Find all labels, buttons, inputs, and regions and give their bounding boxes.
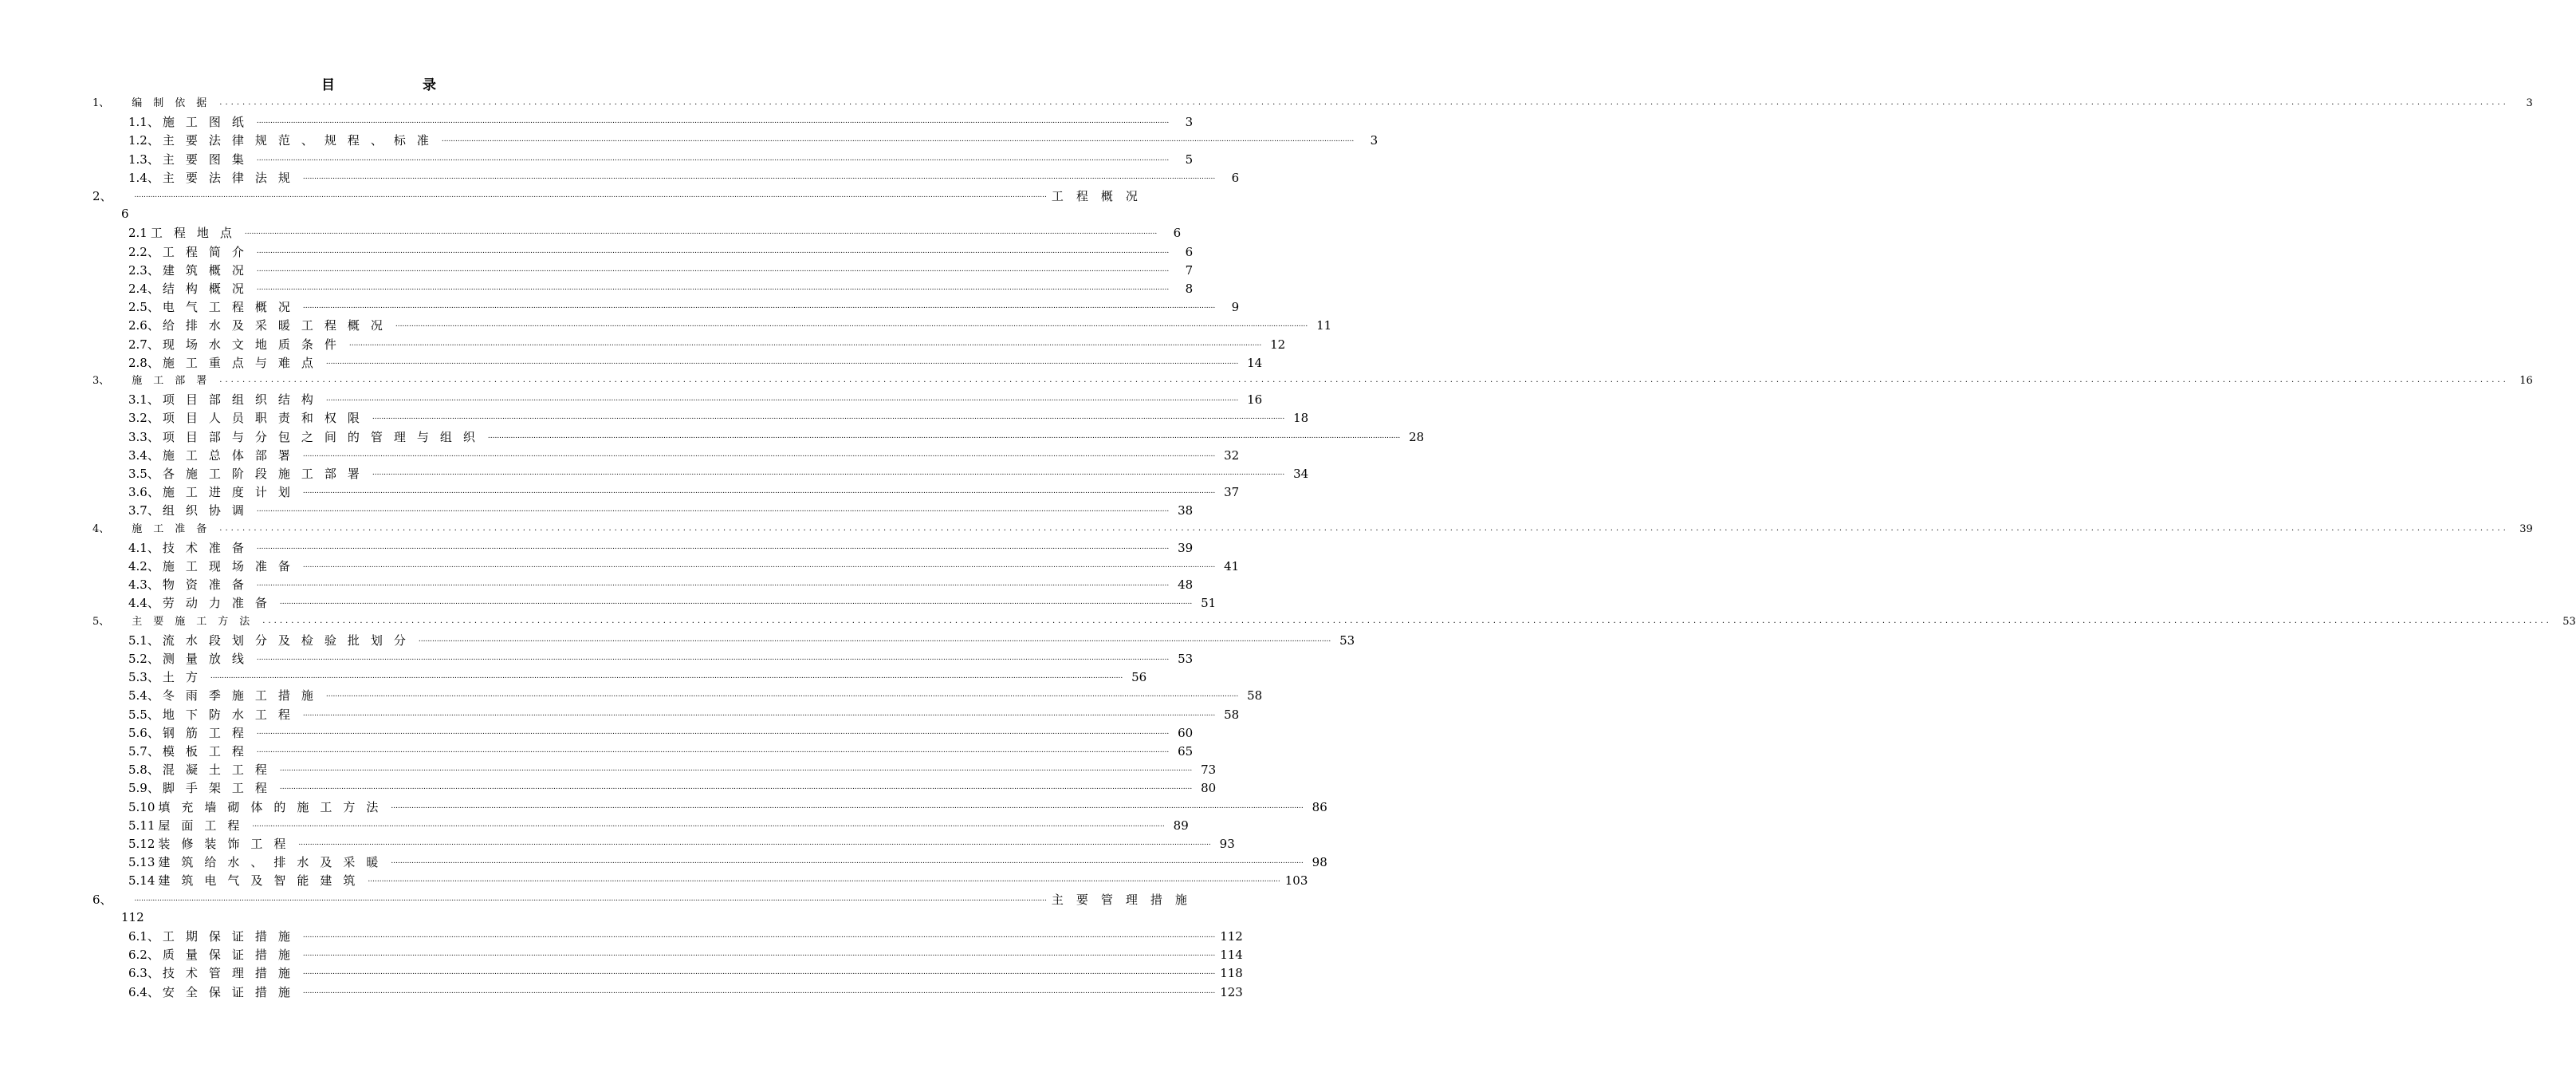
toc-page-number: 39 bbox=[1178, 540, 1194, 555]
toc-number: 6.2、 bbox=[128, 948, 159, 963]
toc-label: 施工现场准备 bbox=[162, 559, 301, 573]
toc-subsection[interactable] bbox=[128, 352, 1263, 370]
toc-page-number: 58 bbox=[1224, 707, 1240, 722]
toc-subsection[interactable] bbox=[128, 111, 1194, 130]
toc-number: 5.11 bbox=[128, 818, 155, 833]
toc-subsection[interactable] bbox=[128, 296, 1240, 315]
dot-leader: ................................................................................................................................................................................................................................................................................................................................................................................................................ bbox=[302, 968, 1216, 977]
toc-subsection[interactable] bbox=[128, 222, 1182, 241]
dot-leader: ................................................................................................................................................................................................................................................................................................................................................................................................................ bbox=[372, 413, 1285, 422]
toc-page-number: 53 bbox=[2562, 615, 2576, 628]
toc-number: 2.7、 bbox=[128, 337, 159, 352]
toc-number: 5.8、 bbox=[128, 763, 159, 778]
toc-number: 2.8、 bbox=[128, 355, 159, 370]
dot-leader: ................................................................................................................................................................................................................................................................................................................................................................................................................ bbox=[325, 395, 1239, 404]
toc-label: 项目部组织结构 bbox=[162, 392, 324, 408]
toc-number: 2、 bbox=[92, 189, 112, 203]
toc-page-number: 53 bbox=[1178, 652, 1194, 666]
toc-label: 安全保证措施 bbox=[162, 984, 301, 999]
dot-leader: ................................................................................................................................................................................................................................................................................................................................................................................................................ bbox=[256, 727, 1170, 736]
dot-leader: ................................................................................................................................................................................................................................................................................................................................................................................................................ bbox=[368, 876, 1280, 885]
dot-leader: ................................................................................................................................................................................................................................................................................................................................................................................................................ bbox=[256, 654, 1170, 662]
toc-subsection[interactable] bbox=[128, 962, 1243, 981]
toc-subsection[interactable] bbox=[128, 629, 1355, 648]
toc-subsection[interactable] bbox=[128, 759, 1217, 778]
toc-page-number: 32 bbox=[1224, 447, 1240, 463]
dot-leader: ................................................................................................................................................................................................................................................................................................................................................................................................................ bbox=[325, 691, 1239, 700]
dot-leader: ................................................................................................................................................................................................................................................................................................................................................................................................................ bbox=[256, 117, 1170, 126]
toc-page-number: 6 bbox=[121, 207, 129, 222]
dot-leader: ................................................................................................................................................................................................................................................................................................................................................................................................................ bbox=[134, 191, 1047, 199]
toc-page-number: 34 bbox=[1293, 467, 1309, 481]
toc-number: 5.12 bbox=[128, 837, 155, 851]
toc-number: 4.2、 bbox=[128, 559, 159, 573]
toc-subsection[interactable] bbox=[128, 684, 1263, 704]
toc-number: 1.2、 bbox=[128, 133, 159, 148]
dot-leader: ................................................................................................................................................................................................................................................................................................................................................................................................................ bbox=[395, 321, 1308, 329]
dot-leader: ................................................................................................................................................................................................................................................................................................................................................................................................................ bbox=[256, 580, 1170, 589]
toc-page-number: 11 bbox=[1316, 318, 1332, 333]
dot-leader: ................................................................................................................................................................................................................................................................................................................................................................................................................ bbox=[256, 747, 1170, 755]
toc-subsection[interactable] bbox=[128, 648, 1194, 666]
toc-subsection[interactable] bbox=[128, 796, 1327, 814]
toc-page-number: 123 bbox=[1220, 984, 1243, 999]
toc-page-number: 6 bbox=[1185, 244, 1194, 259]
toc-number: 4.4、 bbox=[128, 596, 159, 611]
toc-subsection[interactable] bbox=[128, 740, 1194, 759]
toc-subsection[interactable] bbox=[128, 851, 1327, 870]
toc-label: 现场水文地质条件 bbox=[162, 337, 348, 352]
toc-page-number: 48 bbox=[1178, 577, 1194, 593]
toc-number: 5.14 bbox=[128, 873, 155, 889]
toc-page-number: 56 bbox=[1131, 670, 1147, 685]
toc-subsection[interactable] bbox=[128, 555, 1240, 573]
toc-label: 组织协调 bbox=[162, 503, 255, 518]
toc-section[interactable] bbox=[92, 518, 2533, 537]
toc-number: 5.4、 bbox=[128, 688, 159, 704]
dot-leader: ................................................................................................................................................................................................................................................................................................................................................................................................................ bbox=[391, 857, 1304, 866]
toc-section[interactable] bbox=[92, 93, 2533, 111]
dot-leader: ................................................................................................................................................................................................................................................................................................................................................................................................................ bbox=[298, 839, 1211, 847]
toc-number: 5.2、 bbox=[128, 652, 159, 666]
dot-leader: ................................................................................................................................................................................................................................................................................................................................................................................................................ bbox=[441, 136, 1355, 144]
dot-leader: ................................................................................................................................................................................................................................................................................................................................................................................................................ bbox=[302, 172, 1216, 181]
toc-number: 2.4、 bbox=[128, 282, 159, 296]
toc-subsection[interactable] bbox=[128, 259, 1194, 278]
toc-number: 5、 bbox=[92, 615, 110, 628]
toc-label: 项目部与分包之间的管理与组织 bbox=[162, 429, 486, 444]
toc-number: 2.6、 bbox=[128, 318, 159, 333]
toc-subsection[interactable] bbox=[128, 278, 1194, 296]
toc-number: 6.1、 bbox=[128, 929, 159, 944]
toc-label: 结构概况 bbox=[162, 282, 255, 296]
toc-subsection[interactable] bbox=[128, 129, 1378, 148]
toc-number: 5.7、 bbox=[128, 744, 159, 759]
toc-page-number: 98 bbox=[1312, 855, 1327, 870]
dot-leader: ................................................................................................................................................................................................................................................................................................................................................................................................................ bbox=[302, 487, 1216, 496]
dot-leader: ................................................................................................................................................................................................................................................................................................................................................................................................................ bbox=[134, 894, 1047, 903]
toc-number: 5.13 bbox=[128, 855, 155, 870]
toc-label: 测量放线 bbox=[162, 652, 255, 666]
toc-label: 质量保证措施 bbox=[162, 948, 301, 963]
toc-page-number: 16 bbox=[2519, 375, 2533, 387]
toc-label: 项目人员职责和权限 bbox=[162, 411, 371, 426]
toc-page-number: 7 bbox=[1185, 262, 1194, 278]
toc-page-number: 9 bbox=[1231, 300, 1240, 315]
toc-label: 工程简介 bbox=[162, 244, 255, 259]
toc-label: 主要施工方法 bbox=[132, 615, 262, 628]
toc-number: 2.2、 bbox=[128, 244, 159, 259]
toc-subsection[interactable] bbox=[128, 426, 1425, 444]
toc-number: 5.1、 bbox=[128, 633, 159, 648]
toc-subsection[interactable] bbox=[128, 388, 1263, 408]
toc-number: 5.6、 bbox=[128, 725, 159, 740]
dot-leader: ................................................................................................................................................................................................................................................................................................................................................................................................................ bbox=[302, 709, 1216, 718]
toc-section[interactable] bbox=[92, 185, 1150, 203]
toc-number: 3.4、 bbox=[128, 447, 159, 463]
toc-label: 技术准备 bbox=[162, 540, 255, 555]
toc-page-number: 28 bbox=[1409, 429, 1425, 444]
toc-number: 4.3、 bbox=[128, 577, 159, 593]
toc-label: 模板工程 bbox=[162, 744, 255, 759]
toc-number: 6、 bbox=[92, 892, 112, 907]
toc-label: 技术管理措施 bbox=[162, 966, 301, 981]
toc-label: 主要图集 bbox=[162, 152, 255, 167]
toc-label: 电气工程概况 bbox=[162, 300, 301, 315]
dot-leader: ................................................................................................................................................................................................................................................................................................................................................................................................................ bbox=[279, 783, 1193, 792]
toc-number: 2.3、 bbox=[128, 262, 159, 278]
toc-label: 施工重点与难点 bbox=[162, 355, 324, 370]
dot-leader: ................................................................................................................................................................................................................................................................................................................................................................................................................ bbox=[219, 98, 2509, 107]
dot-leader: ................................................................................................................................................................................................................................................................................................................................................................................................................ bbox=[325, 357, 1239, 366]
dot-leader: ................................................................................................................................................................................................................................................................................................................................................................................................................ bbox=[256, 154, 1170, 163]
toc-page-number: 18 bbox=[1293, 411, 1309, 426]
toc-subsection[interactable] bbox=[128, 148, 1194, 167]
toc-label: 脚手架工程 bbox=[162, 781, 278, 796]
dot-leader: ................................................................................................................................................................................................................................................................................................................................................................................................................ bbox=[256, 506, 1170, 514]
toc-page-number: 65 bbox=[1178, 744, 1194, 759]
toc-label: 建筑电气及智能建筑 bbox=[158, 873, 367, 889]
toc-label: 土方 bbox=[162, 670, 209, 685]
toc-label: 劳动力准备 bbox=[162, 596, 278, 611]
toc-number: 6.4、 bbox=[128, 984, 159, 999]
toc-subsection[interactable] bbox=[128, 666, 1147, 685]
toc-number: 3.6、 bbox=[128, 485, 159, 500]
toc-subsection[interactable] bbox=[128, 333, 1286, 352]
toc-page-number: 14 bbox=[1247, 355, 1263, 370]
toc-page-number: 3 bbox=[1185, 115, 1194, 130]
toc-label: 工程地点 bbox=[150, 226, 243, 241]
toc-label: 施工总体部署 bbox=[162, 447, 301, 463]
toc-page-number: 39 bbox=[2519, 522, 2533, 535]
toc-label: 各施工阶段施工部署 bbox=[162, 467, 371, 481]
dot-leader: ................................................................................................................................................................................................................................................................................................................................................................................................................ bbox=[302, 450, 1216, 459]
dot-leader: ................................................................................................................................................................................................................................................................................................................................................................................................................ bbox=[487, 432, 1401, 440]
toc-label: 地下防水工程 bbox=[162, 707, 301, 722]
toc-page-number: 112 bbox=[121, 909, 144, 924]
toc-section[interactable] bbox=[92, 889, 1200, 907]
toc-page-number: 73 bbox=[1201, 763, 1217, 778]
toc-number: 3.3、 bbox=[128, 429, 159, 444]
toc-label: 填充墙砌体的施工方法 bbox=[158, 799, 390, 814]
toc-subsection[interactable] bbox=[128, 833, 1235, 851]
toc-number: 3.2、 bbox=[128, 411, 159, 426]
toc-label: 物资准备 bbox=[162, 577, 255, 593]
toc-page-number: 38 bbox=[1178, 503, 1194, 518]
toc-label: 建筑概况 bbox=[162, 262, 255, 278]
dot-leader: ................................................................................................................................................................................................................................................................................................................................................................................................................ bbox=[219, 376, 2509, 384]
toc-page-number: 80 bbox=[1201, 781, 1217, 796]
toc-number: 1.3、 bbox=[128, 152, 159, 167]
dot-leader: ................................................................................................................................................................................................................................................................................................................................................................................................................ bbox=[252, 820, 1165, 829]
toc-label: 主要管理措施 bbox=[1051, 892, 1200, 907]
toc-label: 混凝土工程 bbox=[162, 763, 278, 778]
toc-page-number: 58 bbox=[1247, 688, 1263, 704]
toc-subsection[interactable] bbox=[128, 314, 1332, 333]
toc-page-number: 103 bbox=[1284, 873, 1308, 889]
toc-page-number: 3 bbox=[2526, 97, 2533, 109]
dot-leader: ................................................................................................................................................................................................................................................................................................................................................................................................................ bbox=[372, 469, 1285, 477]
toc-subsection[interactable] bbox=[128, 463, 1309, 481]
toc-subsection[interactable] bbox=[128, 777, 1217, 796]
dot-leader: ................................................................................................................................................................................................................................................................................................................................................................................................................ bbox=[279, 598, 1193, 607]
dot-leader: ................................................................................................................................................................................................................................................................................................................................................................................................................ bbox=[418, 635, 1331, 644]
dot-leader: ................................................................................................................................................................................................................................................................................................................................................................................................................ bbox=[348, 339, 1262, 348]
toc-page-number: 114 bbox=[1220, 948, 1243, 963]
dot-leader: ................................................................................................................................................................................................................................................................................................................................................................................................................ bbox=[279, 765, 1193, 774]
toc-number: 3.5、 bbox=[128, 467, 159, 481]
toc-label: 装修装饰工程 bbox=[158, 837, 297, 851]
toc-page-number: 3 bbox=[1370, 133, 1378, 148]
toc-subsection[interactable] bbox=[128, 592, 1217, 611]
dot-leader: ................................................................................................................................................................................................................................................................................................................................................................................................................ bbox=[210, 672, 1123, 681]
dot-leader: ................................................................................................................................................................................................................................................................................................................................................................................................................ bbox=[302, 302, 1216, 311]
toc-label: 工程概况 bbox=[1051, 189, 1150, 203]
toc-page-number: 8 bbox=[1185, 282, 1194, 296]
toc-page-number: 16 bbox=[1247, 392, 1263, 408]
dot-leader: ................................................................................................................................................................................................................................................................................................................................................................................................................ bbox=[256, 542, 1170, 551]
toc-number: 3.7、 bbox=[128, 503, 159, 518]
toc-label: 冬雨季施工措施 bbox=[162, 688, 324, 704]
toc-subsection[interactable] bbox=[128, 925, 1243, 944]
toc-page-number: 5 bbox=[1185, 152, 1194, 167]
toc-subsection[interactable] bbox=[128, 499, 1194, 518]
toc-number: 1.1、 bbox=[128, 115, 159, 130]
toc-subsection[interactable] bbox=[128, 704, 1240, 722]
toc-number: 5.5、 bbox=[128, 707, 159, 722]
dot-leader: ................................................................................................................................................................................................................................................................................................................................................................................................................ bbox=[256, 284, 1170, 292]
toc-label: 主要法律规范、规程、标准 bbox=[162, 133, 440, 148]
toc-label: 给排水及采暖工程概况 bbox=[162, 318, 394, 333]
toc-subsection[interactable] bbox=[128, 573, 1194, 593]
toc-page-number: 60 bbox=[1178, 725, 1194, 740]
toc-label: 屋面工程 bbox=[158, 818, 251, 833]
toc-label: 工期保证措施 bbox=[162, 929, 301, 944]
dot-leader: ................................................................................................................................................................................................................................................................................................................................................................................................................ bbox=[262, 616, 2552, 625]
toc-page-number: 53 bbox=[1339, 633, 1355, 648]
toc-subsection[interactable] bbox=[128, 537, 1194, 555]
toc-label: 流水段划分及检验批划分 bbox=[162, 633, 417, 648]
toc-section[interactable] bbox=[92, 370, 2533, 388]
toc-page-number: 118 bbox=[1220, 966, 1243, 981]
toc-label: 施工部署 bbox=[132, 375, 218, 387]
dot-leader: ................................................................................................................................................................................................................................................................................................................................................................................................................ bbox=[244, 228, 1158, 237]
toc-subsection[interactable] bbox=[128, 241, 1194, 259]
toc-page-number: 12 bbox=[1270, 337, 1286, 352]
toc-label: 施工准备 bbox=[132, 522, 218, 535]
dot-leader: ................................................................................................................................................................................................................................................................................................................................................................................................................ bbox=[256, 246, 1170, 255]
toc-page-number: 6 bbox=[1173, 226, 1182, 241]
toc-subsection[interactable] bbox=[128, 444, 1240, 463]
toc-label: 施工图纸 bbox=[162, 115, 255, 130]
dot-leader: ................................................................................................................................................................................................................................................................................................................................................................................................................ bbox=[302, 987, 1216, 995]
toc-number: 6.3、 bbox=[128, 966, 159, 981]
dot-leader: ................................................................................................................................................................................................................................................................................................................................................................................................................ bbox=[302, 932, 1216, 940]
toc-number: 4.1、 bbox=[128, 540, 159, 555]
toc-page-number: 51 bbox=[1201, 596, 1217, 611]
toc-subsection[interactable] bbox=[128, 722, 1194, 740]
toc-number: 1.4、 bbox=[128, 170, 159, 185]
dot-leader: ................................................................................................................................................................................................................................................................................................................................................................................................................ bbox=[219, 523, 2509, 533]
toc-number: 4、 bbox=[92, 522, 110, 535]
toc-page-number: 112 bbox=[1220, 929, 1243, 944]
toc-subsection[interactable] bbox=[128, 167, 1240, 185]
toc-number: 2.5、 bbox=[128, 300, 159, 315]
page-title: 目 录 bbox=[321, 77, 478, 93]
toc-number: 3、 bbox=[92, 375, 110, 387]
toc-page-number: 89 bbox=[1173, 818, 1189, 833]
toc-label: 钢筋工程 bbox=[162, 725, 255, 740]
toc-number: 3.1、 bbox=[128, 392, 159, 408]
toc-number: 5.10 bbox=[128, 799, 155, 814]
toc-number: 2.1 bbox=[128, 226, 147, 241]
toc-number: 5.3、 bbox=[128, 670, 159, 685]
toc-subsection[interactable] bbox=[128, 407, 1309, 426]
toc-page-number: 37 bbox=[1224, 485, 1240, 500]
toc-subsection[interactable] bbox=[128, 481, 1240, 500]
toc-subsection[interactable] bbox=[128, 814, 1189, 833]
toc-label: 施工进度计划 bbox=[162, 485, 301, 500]
dot-leader: ................................................................................................................................................................................................................................................................................................................................................................................................................ bbox=[391, 802, 1304, 810]
toc-section[interactable] bbox=[92, 611, 2576, 629]
toc-page-number: 41 bbox=[1224, 559, 1240, 573]
toc-page-number: 93 bbox=[1219, 837, 1235, 851]
toc-label: 编制依据 bbox=[132, 97, 218, 109]
toc-label: 主要法律法规 bbox=[162, 170, 301, 185]
toc-number: 1、 bbox=[92, 97, 110, 109]
dot-leader: ................................................................................................................................................................................................................................................................................................................................................................................................................ bbox=[302, 950, 1216, 959]
toc-label: 建筑给水、排水及采暖 bbox=[158, 855, 390, 870]
toc-page-number: 6 bbox=[1231, 170, 1240, 185]
dot-leader: ................................................................................................................................................................................................................................................................................................................................................................................................................ bbox=[256, 265, 1170, 274]
toc-subsection[interactable] bbox=[128, 869, 1308, 889]
toc-subsection[interactable] bbox=[128, 981, 1243, 999]
dot-leader: ................................................................................................................................................................................................................................................................................................................................................................................................................ bbox=[302, 562, 1216, 570]
toc-page-number: 86 bbox=[1312, 799, 1327, 814]
toc-subsection[interactable] bbox=[128, 944, 1243, 963]
toc-number: 5.9、 bbox=[128, 781, 159, 796]
